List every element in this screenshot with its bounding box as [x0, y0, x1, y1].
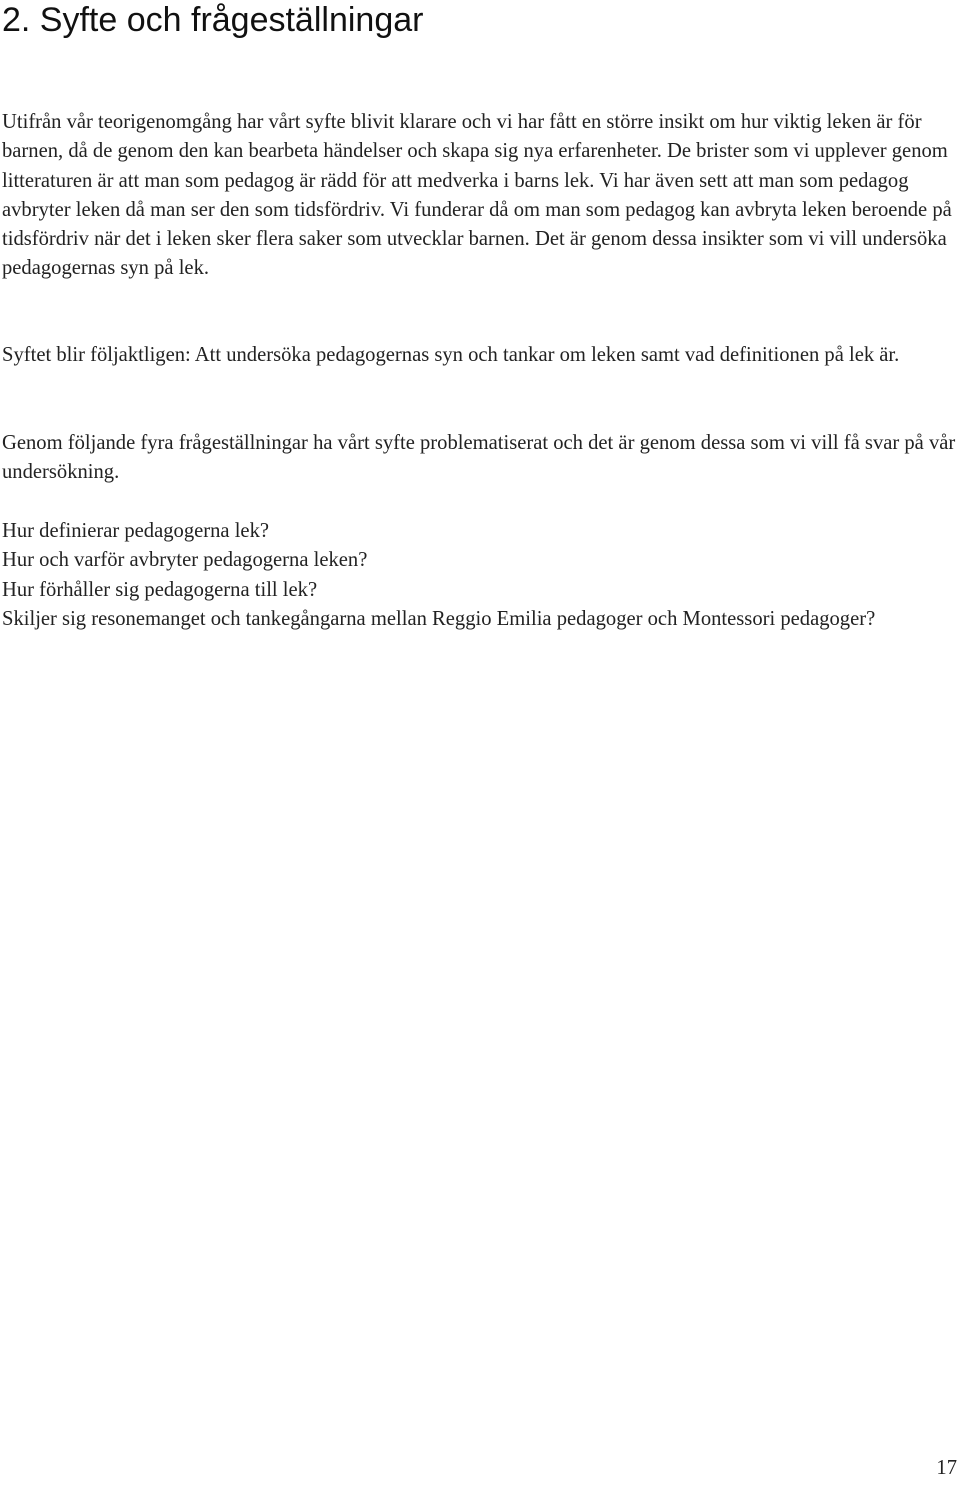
research-question: Hur definierar pedagogerna lek?: [2, 520, 270, 542]
research-questions-list: [2, 517, 958, 634]
intro-paragraph: Utifrån vår teorigenomgång har vårt syfte blivit klarare och vi har fått en större insikt om hur viktig leken är för barnen, då de genom den kan bearbeta händelser och skapa sig nya erfarenheter. De brister som vi upplever genom litteraturen är att man som pedagog är rädd för att medverka i barns lek. Vi har även sett att man som pedagog avbryter leken då man ser den som tidsfördriv. Vi funderar då om man som pedagog kan avbryta leken beroende på tidsfördriv när det i leken sker flera saker som utvecklar barnen. Det är genom dessa insikter som vi vill undersöka pedagogernas syn på lek.: [2, 111, 952, 280]
section-heading: 2. Syfte och frågeställningar: [2, 1, 424, 39]
questions-intro-paragraph: Genom följande fyra frågeställningar ha vårt syfte problematiserat och det är genom dessa som vi vill få svar på vår undersökning.: [2, 432, 956, 484]
page-number: 17: [936, 1457, 957, 1479]
purpose-paragraph: Syftet blir följaktligen: Att undersöka pedagogernas syn och tankar om leken samt vad definitionen på lek är.: [2, 344, 900, 366]
research-question: Hur och varför avbryter pedagogerna leken?: [2, 549, 368, 572]
research-question: Skiljer sig resonemanget och tankegångarna mellan Reggio Emilia pedagoger och Montessori pedagoger?: [2, 607, 876, 630]
research-question: Hur förhåller sig pedagogerna till lek?: [2, 578, 318, 601]
